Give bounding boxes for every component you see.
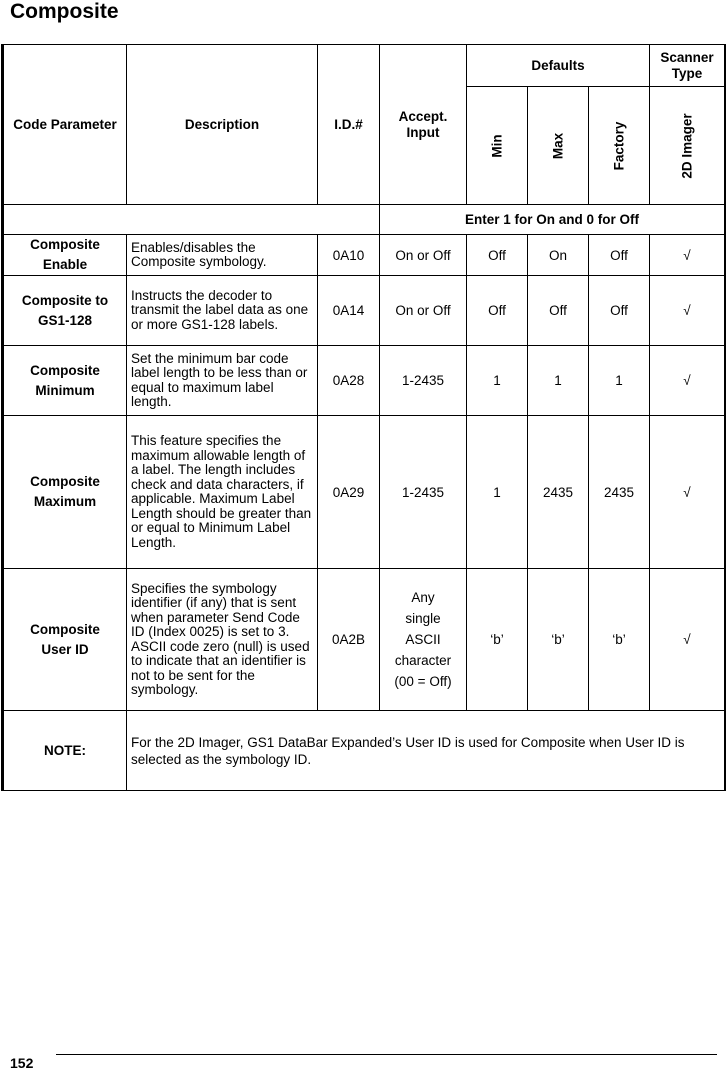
table-row [3, 276, 726, 346]
id-cell: 0A14 [318, 276, 380, 346]
header-description: Description [127, 45, 318, 205]
header-2d-imager: 2D Imager [650, 87, 726, 205]
note-label: NOTE: [3, 711, 127, 791]
composite-parameter-table [1, 44, 726, 791]
code-parameter-line: Maximum [33, 494, 97, 509]
imager-check-cell: √ [650, 569, 726, 711]
note-text: For the 2D Imager, GS1 DataBar Expanded’s User ID is used for Composite when User ID is selected as the symbology ID. [127, 711, 726, 791]
max-cell: 1 [528, 346, 589, 416]
id-cell: 0A28 [318, 346, 380, 416]
factory-cell: ‘b’ [589, 569, 650, 711]
min-cell: 1 [467, 416, 528, 569]
code-parameter-cell [3, 346, 127, 416]
min-cell: Off [467, 276, 528, 346]
factory-cell: 2435 [589, 416, 650, 569]
imager-check-cell: √ [650, 276, 726, 346]
enter-note: Enter 1 for On and 0 for Off [380, 205, 726, 235]
header-id: I.D.# [318, 45, 380, 205]
factory-cell: 1 [589, 346, 650, 416]
description-cell: Specifies the symbology identifier (if any) that is sent when parameter Send Code ID (Index 0025) is set to 3. ASCII code zero (null) is used to indicate that an identifier is not to be sent for the symbology. [127, 569, 318, 711]
accept-input-line: On or Off [395, 303, 451, 318]
code-parameter-line: Composite [30, 362, 100, 378]
accept-input-cell [380, 276, 467, 346]
description-cell: Instructs the decoder to transmit the label data as one or more GS1-128 labels. [127, 276, 318, 346]
id-cell: 0A2B [318, 569, 380, 711]
code-parameter-line: GS1-128 [37, 312, 93, 328]
code-parameter-line: Composite [30, 621, 100, 637]
accept-input-cell [380, 569, 467, 711]
header-accept-input: Accept. Input [380, 45, 467, 205]
code-parameter-line: Composite [30, 237, 100, 252]
accept-input-line: On or Off [395, 247, 451, 263]
code-parameter-cell [3, 235, 127, 276]
imager-check-cell: √ [650, 416, 726, 569]
accept-input-line: (00 = Off) [394, 674, 452, 689]
accept-input-line: Any [411, 590, 435, 605]
header-defaults: Defaults [467, 45, 650, 87]
description-cell: This feature specifies the maximum allowable length of a label. The length includes check and data characters, if applicable. Maximum Label Length should be greater than or equal to Minimum Label Length. [127, 416, 318, 569]
factory-cell: Off [589, 276, 650, 346]
header-factory: Factory [589, 87, 650, 205]
table-row [3, 416, 726, 569]
table-row [3, 569, 726, 711]
table-row [3, 346, 726, 416]
accept-input-line: single [405, 611, 441, 626]
accept-input-cell [380, 346, 467, 416]
code-parameter-line: Composite to [21, 292, 109, 308]
code-parameter-cell [3, 416, 127, 569]
imager-check-cell: √ [650, 346, 726, 416]
accept-input-line: 1-2435 [401, 484, 445, 500]
min-cell: 1 [467, 346, 528, 416]
page-number: 152 [10, 1055, 34, 1071]
code-parameter-cell [3, 276, 127, 346]
min-cell: Off [467, 235, 528, 276]
table-row [3, 235, 726, 276]
enter-note-spacer [3, 205, 380, 235]
max-cell: On [528, 235, 589, 276]
accept-input-line: 1-2435 [401, 373, 445, 388]
max-cell: Off [528, 276, 589, 346]
accept-input-line: ASCII [405, 632, 441, 647]
max-cell: 2435 [528, 416, 589, 569]
footer-rule [56, 1054, 717, 1055]
id-cell: 0A10 [318, 235, 380, 276]
code-parameter-line: Enable [42, 257, 88, 272]
accept-input-cell [380, 235, 467, 276]
header-min: Min [467, 87, 528, 205]
code-parameter-line: User ID [41, 641, 89, 657]
description-cell: Set the minimum bar code label length to be less than or equal to maximum label length. [127, 346, 318, 416]
header-max: Max [528, 87, 589, 205]
page-title: Composite [10, 0, 119, 23]
header-code-parameter: Code Parameter [3, 45, 127, 205]
factory-cell: Off [589, 235, 650, 276]
accept-input-cell [380, 416, 467, 569]
code-parameter-line: Composite [30, 474, 100, 489]
min-cell: ‘b’ [467, 569, 528, 711]
header-scanner-type: Scanner Type [650, 45, 726, 87]
code-parameter-line: Minimum [35, 382, 95, 398]
max-cell: ‘b’ [528, 569, 589, 711]
imager-check-cell: √ [650, 235, 726, 276]
description-cell: Enables/disables the Composite symbology. [127, 235, 318, 276]
accept-input-line: character [394, 653, 452, 668]
id-cell: 0A29 [318, 416, 380, 569]
code-parameter-cell [3, 569, 127, 711]
